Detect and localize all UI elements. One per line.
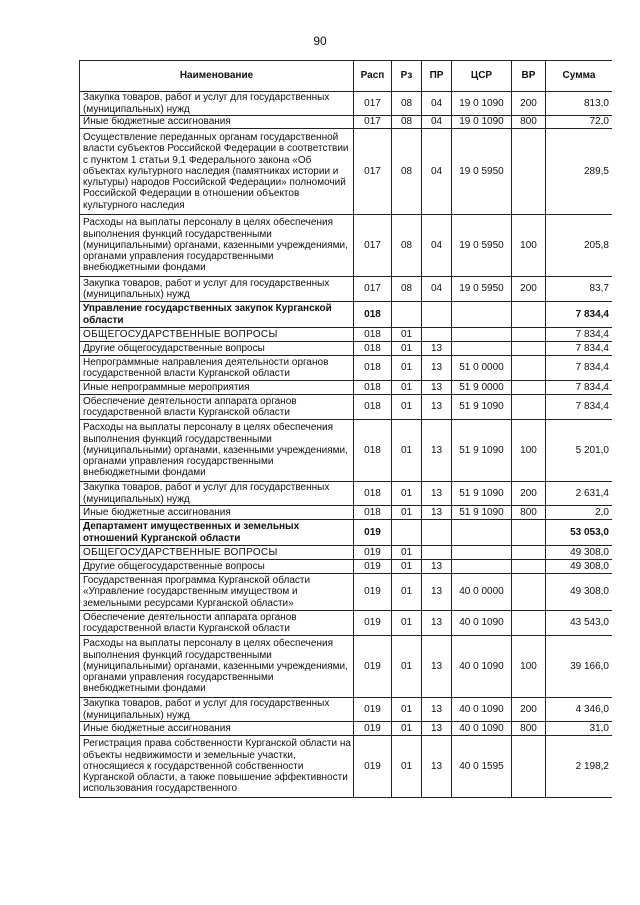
table-row	[80, 277, 613, 302]
cell-vr	[512, 129, 546, 215]
cell-rasp: 018	[354, 302, 392, 328]
table-row	[80, 506, 613, 520]
cell-csr	[452, 302, 512, 328]
cell-csr: 51 9 0000	[452, 381, 512, 395]
cell-csr: 19 0 5950	[452, 215, 512, 277]
cell-rasp: 017	[354, 116, 392, 129]
cell-rasp: 019	[354, 574, 392, 611]
cell-vr: 200	[512, 277, 546, 302]
cell-csr: 40 0 0000	[452, 574, 512, 611]
cell-rasp: 018	[354, 506, 392, 520]
cell-rz: 08	[392, 215, 422, 277]
cell-vr: 200	[512, 92, 546, 116]
cell-rasp: 018	[354, 482, 392, 506]
cell-pr: 13	[422, 342, 452, 356]
cell-csr: 51 0 0000	[452, 356, 512, 381]
cell-rasp: 019	[354, 736, 392, 798]
header-csr: ЦСР	[452, 61, 512, 92]
cell-csr: 40 0 1090	[452, 698, 512, 722]
table-row	[80, 116, 613, 129]
cell-csr: 40 0 1090	[452, 636, 512, 698]
cell-name: Другие общегосударственные вопросы	[80, 560, 354, 574]
cell-csr: 19 0 5950	[452, 129, 512, 215]
cell-name: Расходы на выплаты персоналу в целях обеспечения выполнения функций государственными (муниципальными) органами, казенными учреждениями, органами управления государственными внебюджетными фондами	[80, 215, 354, 277]
cell-rasp: 018	[354, 342, 392, 356]
table-row	[80, 342, 613, 356]
cell-name: Иные бюджетные ассигнования	[80, 506, 354, 520]
cell-csr	[452, 520, 512, 546]
cell-sum: 7 834,4	[546, 356, 613, 381]
cell-rz: 01	[392, 560, 422, 574]
table-row	[80, 395, 613, 420]
table-row	[80, 215, 613, 277]
cell-rz: 01	[392, 420, 422, 482]
cell-rz: 08	[392, 92, 422, 116]
cell-sum: 7 834,4	[546, 381, 613, 395]
cell-csr: 19 0 5950	[452, 277, 512, 302]
cell-vr: 800	[512, 722, 546, 736]
cell-csr: 51 9 1090	[452, 395, 512, 420]
table-row	[80, 420, 613, 482]
table-body	[80, 92, 613, 798]
header-vr: ВР	[512, 61, 546, 92]
cell-csr: 51 9 1090	[452, 482, 512, 506]
cell-name: Расходы на выплаты персоналу в целях обеспечения выполнения функций государственными (муниципальными) органами, казенными учреждениями, органами управления государственными внебюджетными фондами	[80, 636, 354, 698]
cell-vr	[512, 560, 546, 574]
cell-rz: 01	[392, 698, 422, 722]
cell-vr: 200	[512, 698, 546, 722]
table-row	[80, 328, 613, 342]
cell-pr: 13	[422, 611, 452, 636]
cell-rz: 01	[392, 328, 422, 342]
cell-sum: 49 308,0	[546, 560, 613, 574]
cell-rz: 08	[392, 129, 422, 215]
cell-pr: 04	[422, 129, 452, 215]
cell-vr	[512, 381, 546, 395]
cell-csr: 51 9 1090	[452, 420, 512, 482]
table-row	[80, 611, 613, 636]
cell-rasp: 019	[354, 520, 392, 546]
cell-rasp: 018	[354, 395, 392, 420]
cell-rasp: 017	[354, 215, 392, 277]
cell-vr: 800	[512, 506, 546, 520]
cell-csr	[452, 328, 512, 342]
cell-pr: 13	[422, 395, 452, 420]
cell-vr	[512, 574, 546, 611]
cell-name: Закупка товаров, работ и услуг для государственных (муниципальных) нужд	[80, 482, 354, 506]
cell-sum: 7 834,4	[546, 302, 613, 328]
cell-csr: 40 0 1090	[452, 611, 512, 636]
cell-csr: 51 9 1090	[452, 506, 512, 520]
cell-csr: 19 0 1090	[452, 116, 512, 129]
cell-sum: 7 834,4	[546, 342, 613, 356]
cell-sum: 53 053,0	[546, 520, 613, 546]
cell-sum: 7 834,4	[546, 395, 613, 420]
cell-sum: 72,0	[546, 116, 613, 129]
cell-rasp: 018	[354, 356, 392, 381]
cell-vr	[512, 395, 546, 420]
cell-rz: 01	[392, 636, 422, 698]
cell-name: Закупка товаров, работ и услуг для государственных (муниципальных) нужд	[80, 698, 354, 722]
cell-name: Закупка товаров, работ и услуг для государственных (муниципальных) нужд	[80, 277, 354, 302]
cell-pr: 04	[422, 215, 452, 277]
table-row	[80, 736, 613, 798]
cell-name: Другие общегосударственные вопросы	[80, 342, 354, 356]
cell-rz: 01	[392, 736, 422, 798]
cell-rz: 01	[392, 546, 422, 560]
cell-rz: 08	[392, 277, 422, 302]
cell-sum: 813,0	[546, 92, 613, 116]
cell-name: Иные бюджетные ассигнования	[80, 116, 354, 129]
cell-name: Департамент имущественных и земельных отношений Курганской области	[80, 520, 354, 546]
table-row	[80, 574, 613, 611]
cell-pr: 13	[422, 560, 452, 574]
cell-pr: 13	[422, 736, 452, 798]
cell-name: Осуществление переданных органам государственной власти субъектов Российской Федерации в соответствии с пунктом 1 статьи 9.1 Федерального закона «Об объектах культурного наследия (памятниках истории и культуры) народов Российской Федерации» полномочий Российской Федерации в отношении объектов культурного наследия	[80, 129, 354, 215]
cell-pr: 13	[422, 420, 452, 482]
cell-rasp: 019	[354, 722, 392, 736]
cell-sum: 289,5	[546, 129, 613, 215]
cell-rz: 01	[392, 342, 422, 356]
cell-sum: 2,0	[546, 506, 613, 520]
cell-rasp: 017	[354, 129, 392, 215]
cell-rasp: 019	[354, 560, 392, 574]
cell-rasp: 019	[354, 636, 392, 698]
table-row	[80, 302, 613, 328]
cell-sum: 4 346,0	[546, 698, 613, 722]
cell-sum: 2 198,2	[546, 736, 613, 798]
cell-vr: 800	[512, 116, 546, 129]
cell-csr: 40 0 1595	[452, 736, 512, 798]
cell-sum: 49 308,0	[546, 546, 613, 560]
page-number: 90	[313, 34, 327, 48]
cell-pr: 13	[422, 722, 452, 736]
cell-name: Регистрация права собственности Курганской области на объекты недвижимости и земельные участки, относящиеся к государственной собственности Курганской области, а также повышение эффективности использования государственного	[80, 736, 354, 798]
cell-vr: 100	[512, 215, 546, 277]
header-row	[80, 61, 613, 92]
cell-csr	[452, 546, 512, 560]
cell-pr	[422, 302, 452, 328]
table-row	[80, 92, 613, 116]
cell-vr	[512, 328, 546, 342]
table-row	[80, 722, 613, 736]
cell-vr: 100	[512, 420, 546, 482]
cell-vr	[512, 342, 546, 356]
cell-sum: 49 308,0	[546, 574, 613, 611]
cell-pr: 13	[422, 381, 452, 395]
cell-sum: 43 543,0	[546, 611, 613, 636]
cell-rz: 01	[392, 356, 422, 381]
table-row	[80, 129, 613, 215]
table-row	[80, 560, 613, 574]
cell-vr	[512, 546, 546, 560]
cell-rasp: 019	[354, 611, 392, 636]
cell-rasp: 018	[354, 381, 392, 395]
cell-sum: 2 631,4	[546, 482, 613, 506]
cell-name: Управление государственных закупок Курганской области	[80, 302, 354, 328]
cell-csr: 19 0 1090	[452, 92, 512, 116]
budget-table	[79, 60, 612, 798]
cell-rasp: 019	[354, 698, 392, 722]
header-pr: ПР	[422, 61, 452, 92]
cell-vr: 200	[512, 482, 546, 506]
cell-vr	[512, 356, 546, 381]
cell-pr: 13	[422, 698, 452, 722]
cell-sum: 31,0	[546, 722, 613, 736]
table-row	[80, 520, 613, 546]
table-row	[80, 482, 613, 506]
header-rz: Рз	[392, 61, 422, 92]
cell-vr	[512, 302, 546, 328]
cell-name: Закупка товаров, работ и услуг для государственных (муниципальных) нужд	[80, 92, 354, 116]
cell-rz: 01	[392, 395, 422, 420]
table-header	[80, 61, 613, 92]
cell-rz: 08	[392, 116, 422, 129]
cell-rasp: 017	[354, 277, 392, 302]
cell-rz: 01	[392, 506, 422, 520]
cell-rz	[392, 520, 422, 546]
cell-name: ОБЩЕГОСУДАРСТВЕННЫЕ ВОПРОСЫ	[80, 546, 354, 560]
cell-pr: 04	[422, 277, 452, 302]
cell-pr	[422, 546, 452, 560]
header-sum: Сумма	[546, 61, 613, 92]
cell-rasp: 019	[354, 546, 392, 560]
cell-rz: 01	[392, 574, 422, 611]
cell-vr: 100	[512, 636, 546, 698]
table-row	[80, 698, 613, 722]
cell-sum: 5 201,0	[546, 420, 613, 482]
cell-pr: 13	[422, 482, 452, 506]
cell-csr	[452, 342, 512, 356]
header-rasp: Расп	[354, 61, 392, 92]
cell-rz: 01	[392, 381, 422, 395]
cell-rz	[392, 302, 422, 328]
header-name: Наименование	[80, 61, 354, 92]
cell-sum: 7 834,4	[546, 328, 613, 342]
cell-csr: 40 0 1090	[452, 722, 512, 736]
cell-vr	[512, 611, 546, 636]
cell-pr: 04	[422, 116, 452, 129]
cell-name: Расходы на выплаты персоналу в целях обеспечения выполнения функций государственными (муниципальными) органами, казенными учреждениями, органами управления государственными внебюджетными фондами	[80, 420, 354, 482]
cell-vr	[512, 520, 546, 546]
cell-sum: 39 166,0	[546, 636, 613, 698]
cell-name: Обеспечение деятельности аппарата органов государственной власти Курганской области	[80, 395, 354, 420]
cell-name: Государственная программа Курганской области «Управление государственным имуществом и земельными ресурсами Курганской области»	[80, 574, 354, 611]
cell-pr: 13	[422, 574, 452, 611]
cell-sum: 205,8	[546, 215, 613, 277]
cell-rz: 01	[392, 611, 422, 636]
cell-name: Обеспечение деятельности аппарата органов государственной власти Курганской области	[80, 611, 354, 636]
cell-name: ОБЩЕГОСУДАРСТВЕННЫЕ ВОПРОСЫ	[80, 328, 354, 342]
budget-table-container	[79, 60, 612, 892]
table-row	[80, 636, 613, 698]
cell-vr	[512, 736, 546, 798]
cell-pr: 13	[422, 356, 452, 381]
cell-pr	[422, 520, 452, 546]
cell-csr	[452, 560, 512, 574]
cell-rz: 01	[392, 722, 422, 736]
cell-rasp: 018	[354, 328, 392, 342]
table-row	[80, 356, 613, 381]
cell-rz: 01	[392, 482, 422, 506]
cell-pr: 13	[422, 636, 452, 698]
cell-name: Иные бюджетные ассигнования	[80, 722, 354, 736]
cell-name: Непрограммные направления деятельности органов государственной власти Курганской области	[80, 356, 354, 381]
cell-rasp: 017	[354, 92, 392, 116]
table-row	[80, 381, 613, 395]
cell-pr: 13	[422, 506, 452, 520]
table-row	[80, 546, 613, 560]
cell-pr: 04	[422, 92, 452, 116]
cell-name: Иные непрограммные мероприятия	[80, 381, 354, 395]
cell-pr	[422, 328, 452, 342]
cell-sum: 83,7	[546, 277, 613, 302]
cell-rasp: 018	[354, 420, 392, 482]
